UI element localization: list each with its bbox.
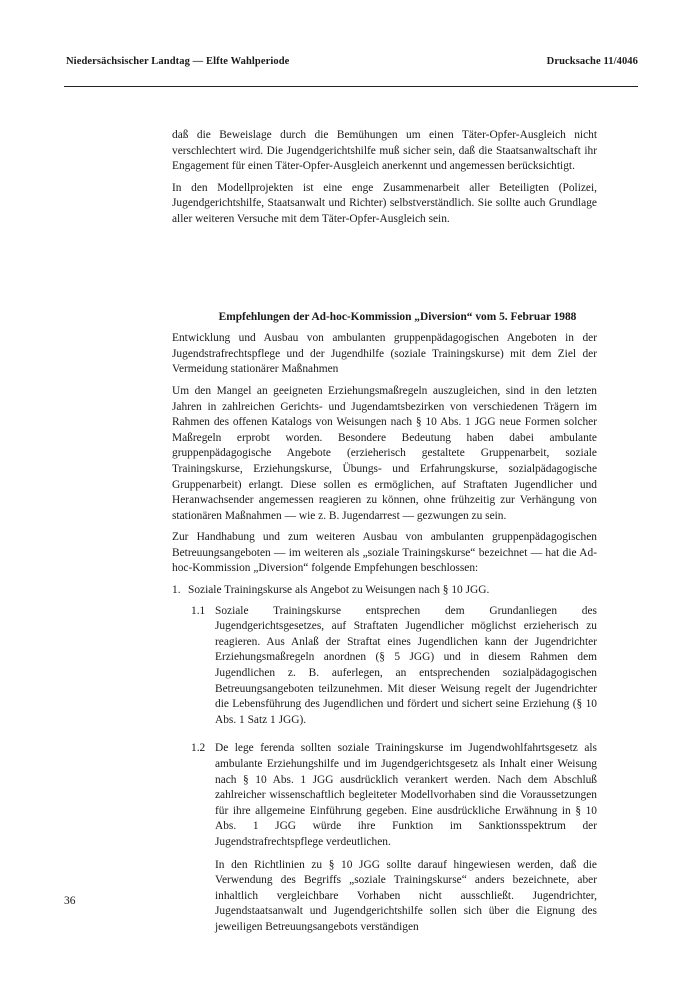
list-item-number: 1. <box>172 584 181 597</box>
running-header <box>66 56 638 67</box>
list-item-text: De lege ferenda sollten soziale Trainingskurse im Jugendwohlfahrtsgesetz als ambulante Erziehungshilfe und im Jugendgerichtsgesetz als Inhalt einer Weisung nach § 10 Abs. 1 JGG ausdrücklich verankert werden. Nach dem Abschluß zahlreicher wissenschaftlich begleiteter Modellvorhaben sind die Voraussetzungen für ihre allgemeine Einführung gegeben. Eine ausdrückliche Erwähnung in § 10 Abs. 1 JGG würde ihre Funktion im Sanktionsspektrum der Jugendstrafrechtspflege verdeutlichen. <box>215 742 597 848</box>
header-document-number: Drucksache 11/4046 <box>546 56 638 67</box>
list-item-text: Soziale Trainingskurse als Angebot zu Weisungen nach § 10 JGG. <box>188 584 490 597</box>
intro-paragraph-1: daß die Beweislage durch die Bemühungen um einen Täter-Opfer-Ausgleich nicht verschlechtert wird. Die Jugendgerichtshilfe muß sicher sein, daß die Staatsanwaltschaft ihr Engagement für einen Täter-Opfer-Ausgleich anerkennt und angemessen berücksichtigt. <box>172 129 597 173</box>
section-heading: Empfehlungen der Ad-hoc-Kommission „Diversion“ vom 5. Februar 1988 <box>218 310 577 323</box>
section-paragraph-3: Zur Handhabung und zum weiteren Ausbau von ambulanten gruppenpädagogischen Betreuungsangeboten — im weiteren als „soziale Trainingskurse“ bezeichnet — hat die Ad-hoc-Kommission „Diversion“ folgende Empfehungen beschlossen: <box>172 531 597 575</box>
section-paragraph-1: Entwicklung und Ausbau von ambulanten gruppenpädagogischen Angeboten in der Jugendstrafrechtspflege und der Jugendhilfe (soziale Trainingskurse) mit dem Ziel der Vermeidung stationärer Maßnahmen <box>172 332 597 376</box>
list-item-1 <box>172 583 597 599</box>
list-item-body <box>215 604 597 736</box>
list-item-text: Soziale Trainingskurse entsprechen dem Grundanliegen des Jugendgerichtsgesetzes, auf Straftaten Jugendlicher möglichst erzieherisch zu reagieren. Aus Anlaß der Straftat eines Jugendlichen kann der Jugendrichter Erziehungsmaßregeln anordnen (§ 5 JGG) und in diesem Rahmen dem Jugendlichen z. B. auferlegen, an entsprechenden sozialpädagogischen Betreuungsangeboten teilzunehmen. Mit dieser Weisung regelt der Jugendrichter die Lebensführung des Jugendlichen und fördert und sichert seine Erziehung (§ 10 Abs. 1 Satz 1 JGG). <box>215 604 597 726</box>
intro-paragraph-2: In den Modellprojekten ist eine enge Zusammenarbeit aller Beteiligten (Polizei, Jugendgerichtshilfe, Staatsanwalt und Richter) selbstverständlich. Sie sollte auch Grundlage aller weiteren Versuche mit dem Täter-Opfer-Ausgleich sein. <box>172 181 597 225</box>
list-item-number: 1.2 <box>191 742 206 755</box>
list-item-number: 1.1 <box>191 604 206 617</box>
section-spacer <box>172 234 597 310</box>
page-number: 36 <box>64 895 76 907</box>
list-item-body <box>215 741 597 942</box>
list-item-1-1 <box>172 604 597 736</box>
header-divider <box>64 86 638 87</box>
page-body <box>172 128 597 949</box>
section-paragraph-2: Um den Mangel an geeigneten Erziehungsmaßregeln auszugleichen, sind in den letzten Jahren in zahlreichen Gerichts- und Jugendamtsbezirken von verschiedenen Trägern im Rahmen des offenen Katalogs von Weisungen nach § 10 Abs. 1 JGG neue Formen solcher Maßregeln erprobt worden. Besondere Bedeutung haben dabei ambulante gruppenpädagogische Angebote (erzieherisch gestaltete Gruppenarbeit, soziale Trainingskurse, Erziehungskurse, Übungs- und Erfahrungskurse, sozialpädagogische Gruppenarbeit) erlangt. Diese sollen es ermöglichen, auf Straftaten Jugendlicher und Heranwachsender angemessen reagieren zu können, ohne frühzeitig zur Verhängung von stationären Maßnahmen — wie z. B. Jugendarrest — gezwungen zu sein. <box>172 384 597 522</box>
list-item-1-2 <box>172 741 597 942</box>
list-item-text-continued: In den Richtlinien zu § 10 JGG sollte darauf hingewiesen werden, daß die Verwendung des Begriffs „soziale Trainingskurse“ anders bezeichnete, aber inhaltlich vergleichbare Vorhaben nicht ausschließt. Jugendrichter, Jugendstaatsanwalt und Jugendgerichtshilfe sollen sich über die Eignung des jeweiligen Betreuungsangebots verständigen <box>215 858 597 933</box>
header-title: Niedersächsischer Landtag — Elfte Wahlperiode <box>66 56 290 67</box>
